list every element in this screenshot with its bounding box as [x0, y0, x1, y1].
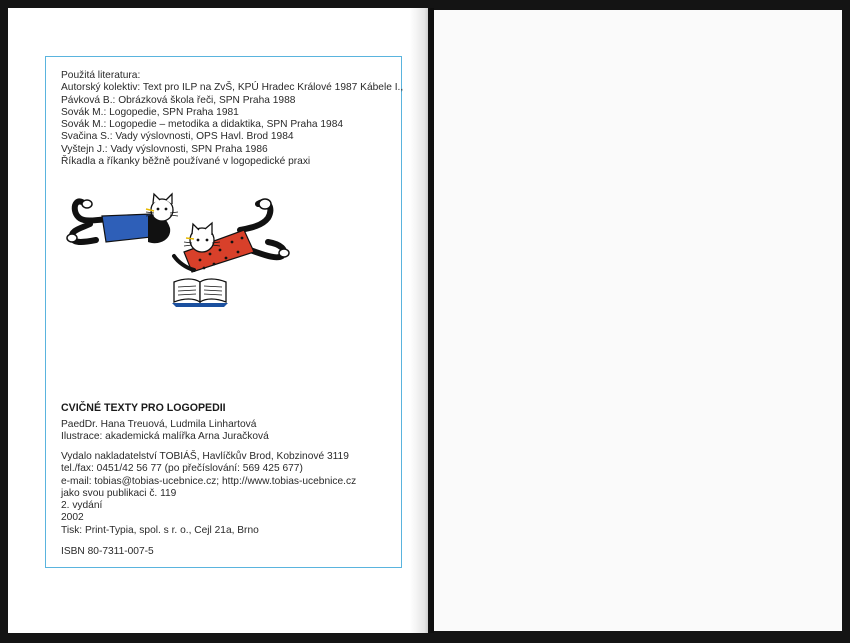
literature-item: Sovák M.: Logopedie – metodika a didaktika, SPN Praha 1984: [61, 119, 344, 131]
phone-line: tel./fax: 0451/42 56 77 (po přečíslování: 569 425 677): [61, 463, 303, 475]
right-page-blank: [434, 10, 842, 631]
open-book-icon: [172, 279, 228, 307]
credits-section: [61, 419, 401, 444]
edition-line: 2. vydání: [61, 500, 103, 512]
publisher-line: Vydalo nakladatelství TOBIÁŠ, Havlíčkův Brod, Kobzinové 3119: [61, 451, 349, 462]
literature-heading: Použitá literatura:: [61, 70, 141, 81]
literature-item: Svačina S.: Vady výslovnosti, OPS Havl. Brod 1984: [61, 131, 294, 143]
literature-item: Vyštejn J.: Vady výslovnosti, SPN Praha 1986: [61, 143, 268, 155]
publication-section: [61, 451, 401, 537]
literature-item: Sovák M.: Logopedie, SPN Praha 1981: [61, 106, 239, 118]
book-gutter: [410, 8, 434, 633]
isbn: ISBN 80-7311-007-5: [61, 546, 154, 557]
literature-item: Říkadla a říkanky běžně používané v logopedické praxi: [61, 156, 311, 168]
cat-left-icon: [67, 194, 178, 243]
cat-right-icon: [174, 199, 289, 272]
literature-section: [61, 70, 404, 168]
authors-line: PaedDr. Hana Treuová, Ludmila Linhartová: [61, 419, 257, 430]
literature-item: Pávková B.: Obrázková škola řeči, SPN Praha 1988: [61, 94, 296, 106]
publication-number-line: jako svou publikaci č. 119: [61, 487, 177, 499]
book-title: CVIČNÉ TEXTY PRO LOGOPEDII: [61, 402, 226, 414]
literature-item: Autorský kolektiv: Text pro ILP na ZvŠ, KPÚ Hradec Králové 1987 Kábele I.,: [61, 82, 404, 94]
email-line: e-mail: tobias@tobias-ucebnice.cz; http://www.tobias-ucebnice.cz: [61, 475, 357, 487]
flying-cats-illustration: [62, 190, 292, 315]
year-line: 2002: [61, 512, 84, 524]
illustrator-line: Ilustrace: akademická malířka Arna Juračková: [61, 431, 269, 443]
printer-line: Tisk: Print-Typia, spol. s r. o., Cejl 21a, Brno: [61, 524, 259, 536]
